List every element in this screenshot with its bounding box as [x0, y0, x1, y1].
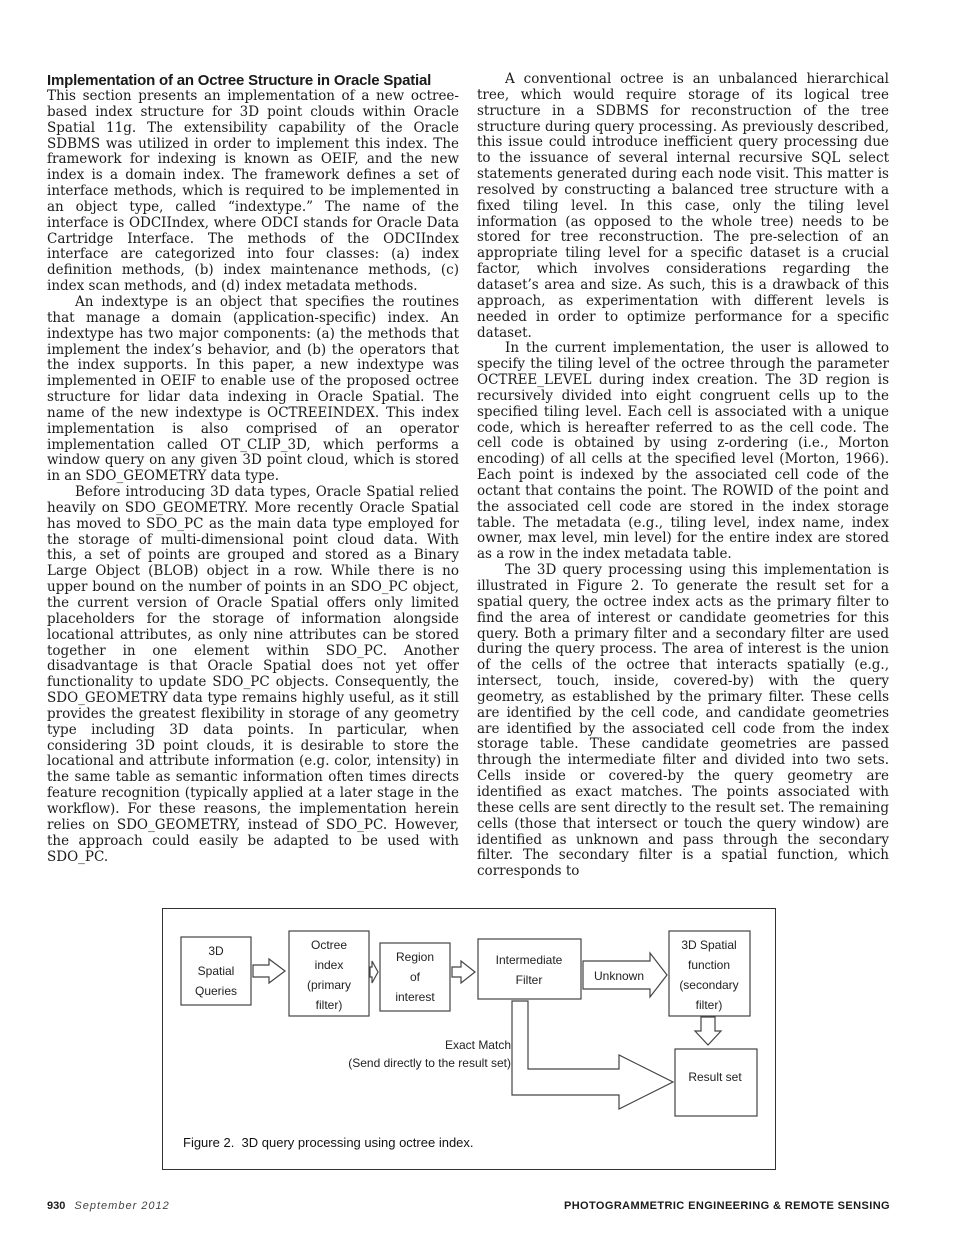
spatial-fn-line-3: (secondary — [679, 978, 739, 992]
region-line-2: of — [409, 970, 421, 984]
arrow-down-to-result — [695, 1017, 721, 1045]
issue-date: September 2012 — [74, 1200, 170, 1212]
exact-match-label: Exact Match — [444, 1038, 511, 1052]
result-set-label: Result set — [688, 1070, 742, 1084]
paragraph: Before introducing 3D data types, Oracle Spatial relied heavily on SDO_GEOMETRY. More recently Oracle Spatial has moved to SDO_PC as the main data type employed for the storage of multi-dimensional point cloud data. With this, a set of points are grouped and stored as a Binary Large Object (BLOB) object in a row. While there is no upper bound on the number of points in an SDO_PC object, the current version of Oracle Spatial offers only limited placeholders for the storage of information alongside locational attributes, as only nine attributes can be stored together in one element within SDO_PC. Another disadvantage is that Oracle Spatial does not yet offer functionality to update SDO_PC objects. Consequently, the SDO_GEOMETRY data type remains highly useful, as it still provides the greatest flexibility in storage of any geometry type including 3D data points. In particular, when considering 3D point clouds, it is desirable to store the locational and attribute information (e.g. color, intensity) in the same table as semantic information often times directs feature recognition (typically applied at a later stage in the workflow). For these reasons, the implementation herein relies on SDO_GEOMETRY, instead of SDO_PC. However, the approach could easily be adapted to be used with SDO_PC. — [47, 484, 459, 865]
intermediate-line-1: Intermediate — [495, 953, 563, 967]
octree-line-3: (primary — [307, 978, 351, 992]
arrow-exact-match — [512, 1001, 673, 1109]
caption-prefix: Figure 2. — [183, 1135, 235, 1150]
caption-text: 3D query processing using octree index. — [241, 1135, 474, 1150]
octree-line-4: filter) — [315, 998, 343, 1012]
left-column — [47, 72, 459, 865]
spatial-fn-line-4: filter) — [695, 998, 723, 1012]
region-line-3: interest — [395, 990, 435, 1004]
intermediate-line-2: Filter — [515, 973, 543, 987]
page-number: 930 — [47, 1200, 66, 1212]
spatial-fn-line-2: function — [687, 958, 731, 972]
octree-line-2: index — [314, 958, 344, 972]
queries-line-2: Spatial — [197, 964, 235, 978]
paragraph: A conventional octree is an unbalanced hierarchical tree, which would require storage of its logical tree structure in a SDBMS for reconstruction of the tree structure during query processing. As previously described, this issue could introduce inefficient query processing due to the issuance of several internal recursive SQL select statements generated during each node visit. This matter is resolved by constructing a balanced tree structure with a fixed tiling level. In this case, only the tiling level information (as opposed to the whole tree) needs to be stored for tree reconstruction. The pre-selection of an appropriate tiling level for a specific dataset is a crucial factor, which involves considerations regarding the dataset’s area and size. As such, this is a drawback of this approach, as experimentation with different levels is needed in order to optimize performance for a specific dataset. — [477, 71, 889, 341]
paragraph: In the current implementation, the user is allowed to specify the tiling level of the octree through the parameter OCTREE_LEVEL during index creation. The 3D region is recursively divided into eight congruent cells up to the specified tiling level. Each cell is associated with a unique code, which is hereafter referred to as the cell code. The cell code is obtained by using z-ordering (i.e., Morton encoding) of all cells at the specified level (Morton, 1966). Each point is indexed by the associated cell code of the octant that contains the point. The ROWID of the point and the associated cell code are stored in the index storage table. The metadata (e.g., tiling level, index name, index owner, max level, min level) for the entire index are stored as a row in the index metadata table. — [477, 340, 889, 563]
queries-line-3: Queries — [194, 984, 238, 998]
footer-left — [47, 1200, 170, 1212]
arrow-to-intermediate — [452, 961, 475, 983]
section-heading: Implementation of an Octree Structure in Oracle Spatial — [47, 72, 432, 89]
right-column — [477, 72, 889, 880]
region-line-1: Region — [395, 950, 435, 964]
figure-caption — [183, 1135, 474, 1150]
journal-name: PHOTOGRAMMETRIC ENGINEERING & REMOTE SENSING — [563, 1200, 890, 1212]
paragraph: An indextype is an object that specifies the routines that manage a domain (application-specific) index. An indextype has two major components: (a) the methods that implement the index’s behavior, and (b) the operators that the index supports. In this paper, a new indextype was implemented in OEIF to enable use of the proposed octree structure for lidar data indexing in Oracle Spatial. The name of the new indextype is OCTREEINDEX. This index implementation is also comprised of an operator implementation called OT_CLIP_3D, which performs a window query on any given 3D point cloud, which is stored in an SDO_GEOMETRY data type. — [47, 293, 459, 485]
arrow-to-octree — [253, 959, 285, 983]
flow-diagram — [163, 909, 775, 1169]
queries-line-1: 3D — [208, 944, 224, 958]
spatial-fn-line-1: 3D Spatial — [681, 938, 737, 952]
paragraph: The 3D query processing using this implementation is illustrated in Figure 2. To generate the result set for a spatial query, the octree index acts as the primary filter to find the area of interest or candidate geometries for this query. Both a primary filter and a secondary filter are used during the query process. The area of interest is the union of the cells of the octree that interacts spatially (e.g., intersect, touch, inside, covered-by) with the query geometry, as established by the primary filter. These cells are identified by the cell code, and candidate geometries are identified by the associated cell code from the index storage table. These candidate geometries are passed through the intermediate filter and divided into two sets. Cells inside or covered-by the query geometry are identified as exact matches. The points associated with these cells are sent directly to the result set. The remaining cells (those that intersect or touch the query window) are identified as unknown and pass through the secondary filter. The secondary filter is a spatial function, which corresponds to — [477, 562, 889, 880]
octree-line-1: Octree — [310, 938, 348, 952]
arrow-to-region — [370, 961, 378, 983]
exact-match-note: (Send directly to the result set) — [348, 1056, 511, 1070]
figure-2 — [162, 908, 776, 1170]
unknown-label: Unknown — [593, 969, 645, 983]
paragraph: This section presents an implementation of a new octree-based index structure for 3D point clouds within Oracle Spatial 11g. The extensibility capability of the Oracle SDBMS was utilized in order to implement this index. The framework for indexing is known as OEIF, and the new index is a domain index. The framework defines a set of interface methods, which is required to be implemented in an object type, called “indextype.” The name of the interface is ODCIIndex, where ODCI stands for Oracle Data Cartridge Interface. The methods of the ODCIIndex interface are categorized into four classes: (a) index definition methods, (b) index maintenance methods, (c) index scan methods, and (d) index metadata methods. — [47, 88, 459, 295]
box-intermediate-filter — [478, 939, 581, 999]
